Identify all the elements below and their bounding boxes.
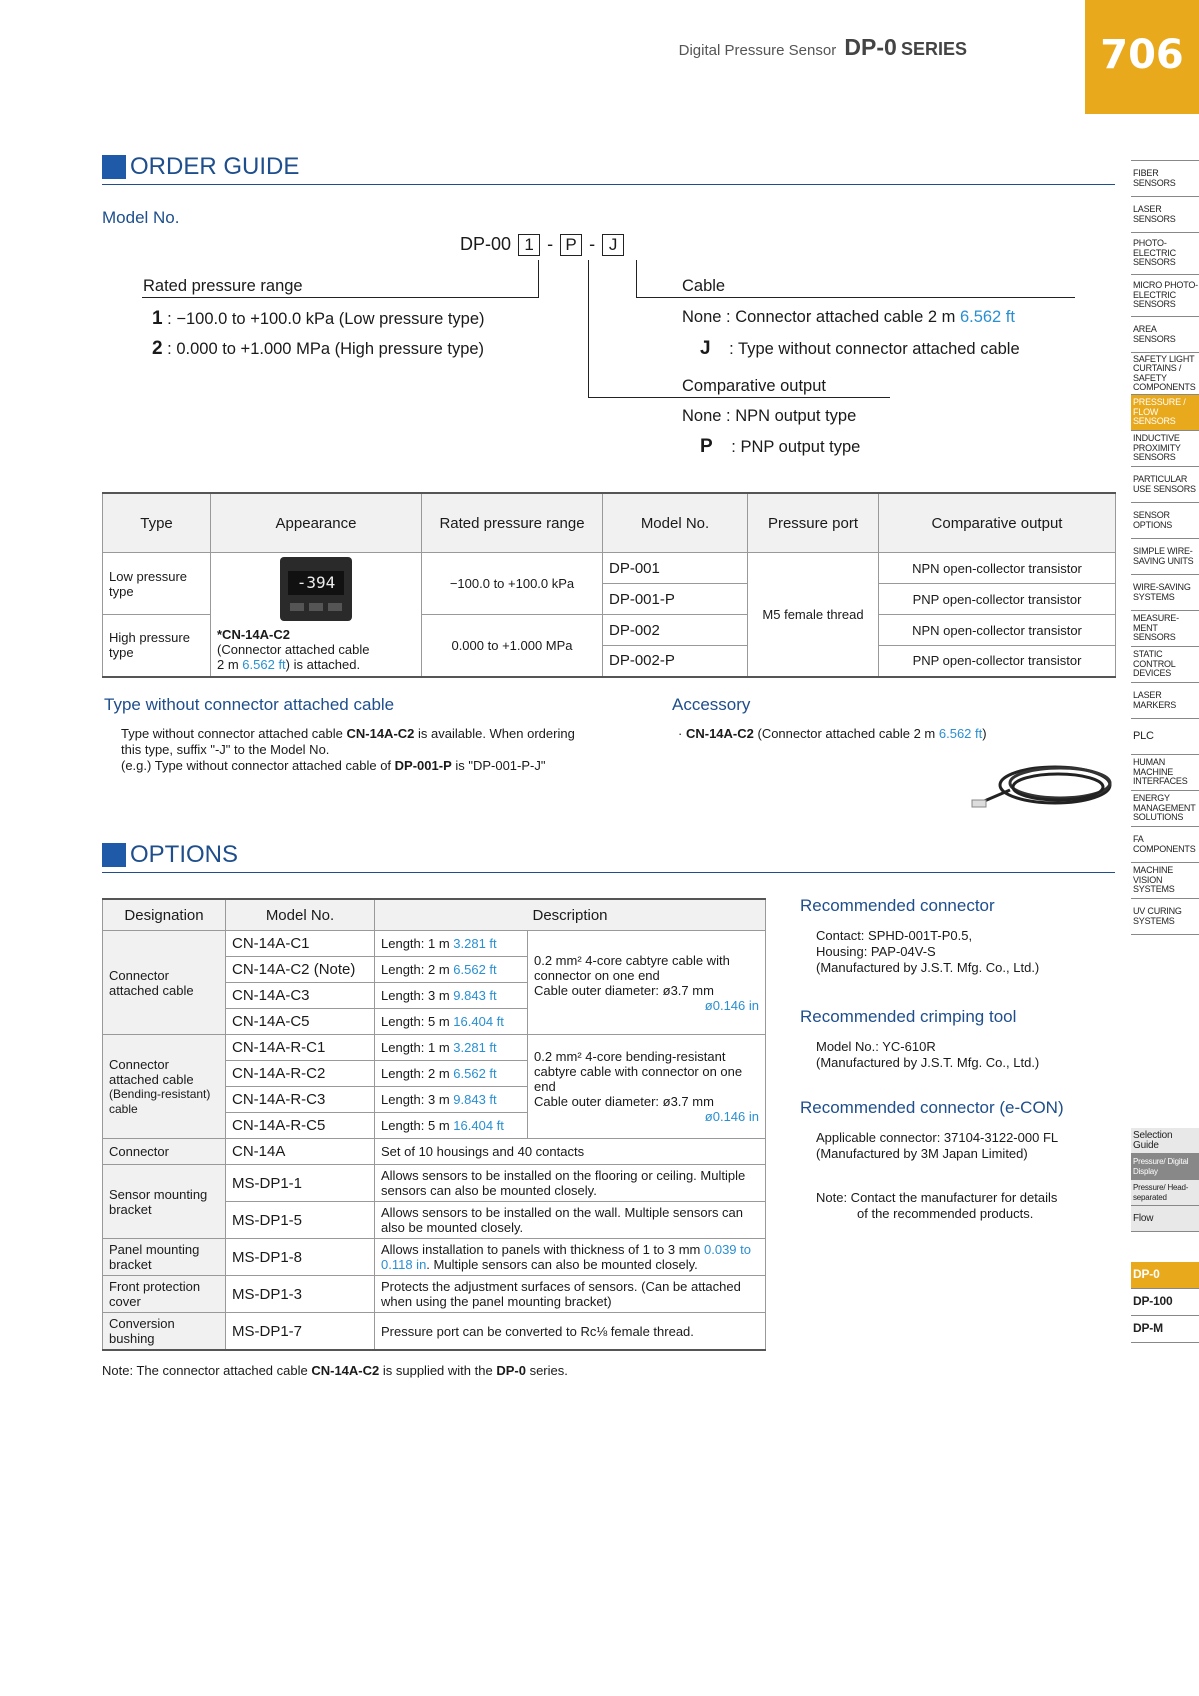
- bullet: ·: [678, 726, 683, 741]
- cable-image: [970, 750, 1120, 820]
- cell-appearance: [211, 553, 422, 677]
- accessory-ft: 6.562 ft: [938, 726, 983, 741]
- cell-model: CN-14A-C1: [226, 931, 375, 957]
- r-designation-2-text: Bending-resistant: [113, 1086, 207, 1101]
- nc-line1a: Type without connector attached cable: [121, 726, 347, 741]
- cell-designation: Conversion bushing: [103, 1313, 226, 1351]
- options-footnote: [102, 1363, 568, 1379]
- cell-output: NPN open-collector transistor: [879, 615, 1116, 646]
- note-suffix: (Note): [313, 961, 356, 978]
- cell-output: PNP open-collector transistor: [879, 646, 1116, 677]
- r-designation-1: Connector attached cable: [109, 1056, 194, 1087]
- cell-length: [375, 931, 528, 957]
- rec-tool-l1: Model No.: YC-610R: [816, 1039, 936, 1054]
- cell-r-desc: [528, 1035, 766, 1139]
- side-nav-item[interactable]: SENSOR OPTIONS: [1131, 503, 1199, 539]
- options-title: OPTIONS: [102, 841, 238, 869]
- cable-j-code: J: [700, 338, 711, 359]
- cell-model: DP-001-P: [603, 584, 748, 615]
- cell-model: CN-14A-R-C5: [226, 1113, 375, 1139]
- side-nav: [1131, 160, 1199, 935]
- nc-line3b: DP-001-P: [394, 758, 452, 773]
- accessory-close: ): [982, 726, 987, 741]
- model-code: [460, 234, 626, 256]
- model-box-1: 1: [518, 234, 540, 256]
- dash: -: [589, 234, 596, 254]
- rec-connector-text: [816, 928, 1039, 976]
- dash: -: [547, 234, 554, 254]
- fn-a: Note: The connector attached cable: [102, 1363, 312, 1378]
- accessory-text: (Connector attached cable 2 m: [753, 726, 939, 741]
- rated-1: [152, 308, 485, 330]
- cell-high-type: High pressure type: [103, 615, 211, 677]
- cell-designation: Connector: [103, 1139, 226, 1165]
- fn-d: DP-0: [496, 1363, 526, 1378]
- length: Length: 2 m: [381, 962, 450, 977]
- appearance-note-ft: 6.562 ft: [242, 657, 286, 672]
- r-designation-3: cable: [109, 1101, 138, 1116]
- cell-output: PNP open-collector transistor: [879, 584, 1116, 615]
- no-connector-text: [121, 726, 641, 774]
- comparative-heading: Comparative output: [682, 377, 826, 395]
- cell-model: DP-001: [603, 553, 748, 584]
- diagram-line: [636, 297, 1075, 298]
- r-designation-2: (Bending-resistant): [109, 1086, 211, 1101]
- cell-model: MS-DP1-1: [226, 1165, 375, 1202]
- rec-note-l1: Note: Contact the manufacturer for details: [816, 1190, 1058, 1205]
- cell-desc: Protects the adjustment surfaces of sensors. (Can be attached when using the panel mounting bracket): [375, 1276, 766, 1313]
- rec-note-l2: of the recommended products.: [857, 1206, 1034, 1221]
- length-ft: 9.843 ft: [453, 988, 497, 1003]
- rated-2-text: : 0.000 to +1.000 MPa (High pressure type): [167, 340, 485, 358]
- side-sub-item[interactable]: Pressure/ Head-separated: [1131, 1180, 1199, 1206]
- diagram-line: [538, 260, 539, 298]
- side-nav-item[interactable]: WIRE-SAVING SYSTEMS: [1131, 575, 1199, 611]
- side-nav-item[interactable]: HUMAN MACHINE INTERFACES: [1131, 755, 1199, 791]
- cell-designation: Front protection cover: [103, 1276, 226, 1313]
- sensor-buttons: [290, 603, 342, 611]
- side-nav-item[interactable]: PLC: [1131, 719, 1199, 755]
- comparative-none: None : NPN output type: [682, 407, 857, 425]
- appearance-note-4: ) is attached.: [285, 657, 361, 672]
- length: Length: 5 m: [381, 1118, 450, 1133]
- nc-line3c: is "DP-001-P-J": [451, 758, 546, 773]
- fn-e: series.: [525, 1363, 568, 1378]
- diagram-line: [636, 260, 637, 298]
- side-nav-item[interactable]: MACHINE VISION SYSTEMS: [1131, 863, 1199, 899]
- model-box-3: J: [602, 234, 624, 256]
- length: Length: 5 m: [381, 1014, 450, 1029]
- th-appearance: Appearance: [211, 493, 422, 553]
- side-nav-item[interactable]: MEASURE-MENT SENSORS: [1131, 611, 1199, 647]
- cable-j: [700, 338, 1020, 360]
- r-desc-1: 0.2 mm² 4-core bending-resistant cabtyre cable with connector on one end: [534, 1049, 743, 1094]
- diagram-line: [142, 297, 539, 298]
- length-ft: 3.281 ft: [453, 936, 497, 951]
- cell-port: M5 female thread: [748, 553, 879, 677]
- cell-length: [375, 1113, 528, 1139]
- cell-low-type: Low pressure type: [103, 553, 211, 615]
- nc-line1c: is available. When ordering: [414, 726, 575, 741]
- cell-model: CN-14A-C3: [226, 983, 375, 1009]
- cell-length: [375, 1035, 528, 1061]
- rated-1-code: 1: [152, 308, 163, 329]
- rec-tool-l2: (Manufactured by J.S.T. Mfg. Co., Ltd.): [816, 1055, 1040, 1070]
- cable-none-ft: 6.562 ft: [959, 308, 1015, 326]
- cable-none: [682, 308, 1015, 327]
- comp-p-code: P: [700, 436, 713, 457]
- side-sub-nav: [1131, 1128, 1199, 1232]
- length-ft: 16.404 ft: [453, 1118, 504, 1133]
- length: Length: 1 m: [381, 936, 450, 951]
- rec-connector-heading: Recommended connector: [800, 896, 995, 915]
- th-port: Pressure port: [748, 493, 879, 553]
- fn-b: CN-14A-C2: [311, 1363, 380, 1378]
- rec-conn-l1: Contact: SPHD-001T-P0.5,: [816, 928, 973, 943]
- side-nav-item[interactable]: UV CURING SYSTEMS: [1131, 899, 1199, 935]
- cell-desc: Allows sensors to be installed on the wall. Multiple sensors can also be mounted closely.: [375, 1202, 766, 1239]
- side-nav-item[interactable]: LASER MARKERS: [1131, 683, 1199, 719]
- ms8-desc-a: Allows installation to panels with thickness of 1 to 3 mm: [381, 1242, 701, 1257]
- side-nav-item[interactable]: ENERGY MANAGEMENT SOLUTIONS: [1131, 791, 1199, 827]
- fn-c: is supplied with the: [379, 1363, 497, 1378]
- options-table: [102, 898, 766, 1351]
- model-prefix: DP-00: [460, 234, 512, 254]
- appearance-note-1: *CN-14A-C2: [217, 627, 290, 642]
- r-desc-2: Cable outer diameter: ø3.7 mm: [534, 1094, 714, 1109]
- rated-1-text: : −100.0 to +100.0 kPa (Low pressure type): [167, 310, 485, 328]
- accessory-model: CN-14A-C2: [685, 726, 754, 741]
- length-ft: 16.404 ft: [453, 1014, 504, 1029]
- cable-heading: Cable: [682, 277, 726, 295]
- cell-model: CN-14A-C5: [226, 1009, 375, 1035]
- cell-model: CN-14A: [226, 1139, 375, 1165]
- side-nav-item[interactable]: LASER SENSORS: [1131, 197, 1199, 233]
- cell-model: MS-DP1-5: [226, 1202, 375, 1239]
- model: CN-14A-C2: [232, 961, 310, 978]
- th-output: Comparative output: [879, 493, 1116, 553]
- th-range: Rated pressure range: [422, 493, 603, 553]
- cell-length: [375, 1009, 528, 1035]
- cell-c-desc: [528, 931, 766, 1035]
- side-nav-item[interactable]: AREA SENSORS: [1131, 317, 1199, 353]
- cell-length: [375, 983, 528, 1009]
- length-ft: 6.562 ft: [453, 962, 497, 977]
- side-series-item-active[interactable]: DP-0: [1131, 1262, 1199, 1289]
- rec-conn-l3: (Manufactured by J.S.T. Mfg. Co., Ltd.): [816, 960, 1040, 975]
- side-series-item[interactable]: DP-M: [1131, 1316, 1199, 1343]
- cable-none-text: None : Connector attached cable 2 m: [682, 308, 956, 326]
- cell-model: CN-14A-R-C3: [226, 1087, 375, 1113]
- rated-heading: Rated pressure range: [143, 277, 303, 295]
- ms8-desc-in: 0.039 to 0.118 in: [381, 1242, 751, 1272]
- side-nav-item[interactable]: PHOTO-ELECTRIC SENSORS: [1131, 233, 1199, 275]
- length-ft: 9.843 ft: [453, 1092, 497, 1107]
- length-ft: 6.562 ft: [453, 1066, 497, 1081]
- cell-designation: [103, 1035, 226, 1139]
- cell-high-range: 0.000 to +1.000 MPa: [422, 615, 603, 677]
- sensor-image: [280, 557, 352, 621]
- side-sub-item[interactable]: Selection Guide: [1131, 1128, 1199, 1154]
- length: Length: 3 m: [381, 988, 450, 1003]
- length: Length: 2 m: [381, 1066, 450, 1081]
- rec-note: [816, 1190, 1057, 1222]
- side-nav-item[interactable]: MICRO PHOTO-ELECTRIC SENSORS: [1131, 275, 1199, 317]
- length-ft: 3.281 ft: [453, 1040, 497, 1055]
- cell-length: [375, 1061, 528, 1087]
- cell-output: NPN open-collector transistor: [879, 553, 1116, 584]
- cell-desc: Pressure port can be converted to Rc⅛ female thread.: [375, 1313, 766, 1351]
- model-no-heading: Model No.: [102, 208, 180, 227]
- rated-2-code: 2: [152, 338, 163, 359]
- side-sub-item-active[interactable]: Pressure/ Digital Display: [1131, 1154, 1199, 1180]
- cell-model: MS-DP1-7: [226, 1313, 375, 1351]
- th-description: Description: [375, 899, 766, 931]
- no-connector-heading: Type without connector attached cable: [104, 695, 395, 714]
- side-series-nav: [1131, 1262, 1199, 1343]
- rec-econ-l2: (Manufactured by 3M Japan Limited): [816, 1146, 1028, 1161]
- rec-tool-heading: Recommended crimping tool: [800, 1007, 1017, 1026]
- side-series-item[interactable]: DP-100: [1131, 1289, 1199, 1316]
- cable-j-text: : Type without connector attached cable: [729, 340, 1020, 358]
- th-model: Model No.: [603, 493, 748, 553]
- cell-model: CN-14A-R-C1: [226, 1035, 375, 1061]
- section-square-icon: [102, 843, 126, 867]
- cell-model: DP-002-P: [603, 646, 748, 677]
- divider: [102, 184, 1115, 185]
- side-sub-item[interactable]: Flow: [1131, 1206, 1199, 1232]
- rated-2: [152, 338, 484, 360]
- rec-econ-l1: Applicable connector: 37104-3122-000 FL: [816, 1130, 1059, 1145]
- cell-model: [226, 957, 375, 983]
- side-nav-item[interactable]: SAFETY LIGHT CURTAINS / SAFETY COMPONENTS: [1131, 353, 1199, 395]
- appearance-note-2: (Connector attached cable: [217, 642, 370, 657]
- nc-line1b: CN-14A-C2: [346, 726, 415, 741]
- cell-designation: Panel mounting bracket: [103, 1239, 226, 1276]
- rec-econ-text: [816, 1130, 1058, 1162]
- nc-line3a: (e.g.) Type without connector attached cable of: [121, 758, 395, 773]
- type-table: [102, 492, 1116, 678]
- rec-tool-text: [816, 1039, 1039, 1071]
- side-nav-item[interactable]: FIBER SENSORS: [1131, 161, 1199, 197]
- accessory-item: [678, 726, 987, 742]
- comparative-p: [700, 436, 860, 458]
- side-nav-item-active[interactable]: PRESSURE / FLOW SENSORS: [1131, 395, 1199, 431]
- side-nav-item[interactable]: FA COMPONENTS: [1131, 827, 1199, 863]
- page-header: [679, 34, 967, 61]
- appearance-note-3: 2 m: [217, 657, 239, 672]
- side-nav-item[interactable]: STATIC CONTROL DEVICES: [1131, 647, 1199, 683]
- header-series-name: DP-0: [844, 34, 897, 60]
- th-type: Type: [103, 493, 211, 553]
- section-square-icon: [102, 155, 126, 179]
- th-designation: Designation: [103, 899, 226, 931]
- th-model: Model No.: [226, 899, 375, 931]
- cell-desc: Set of 10 housings and 40 contacts: [375, 1139, 766, 1165]
- cell-low-range: −100.0 to +100.0 kPa: [422, 553, 603, 615]
- length: Length: 3 m: [381, 1092, 450, 1107]
- cell-length: [375, 1087, 528, 1113]
- diagram-line: [588, 397, 890, 398]
- cell-length: [375, 957, 528, 983]
- header-series-word: SERIES: [900, 39, 967, 59]
- divider: [102, 872, 1115, 873]
- cell-model: DP-002: [603, 615, 748, 646]
- diagram-line: [588, 260, 589, 398]
- accessory-heading: Accessory: [672, 695, 751, 714]
- comp-p-text: : PNP output type: [731, 438, 861, 456]
- c-desc-in: ø0.146 in: [704, 997, 759, 1013]
- sensor-display: -394: [288, 571, 344, 595]
- r-desc-in: ø0.146 in: [704, 1109, 759, 1124]
- nc-line2: this type, suffix "-J" to the Model No.: [121, 742, 330, 757]
- page-number: 706: [1085, 0, 1199, 114]
- cell-designation: Connector attached cable: [103, 931, 226, 1035]
- rec-econ-heading: Recommended connector (e-CON): [800, 1098, 1064, 1117]
- side-nav-item[interactable]: PARTICULAR USE SENSORS: [1131, 467, 1199, 503]
- order-guide-title: ORDER GUIDE: [102, 153, 299, 181]
- cell-model: MS-DP1-3: [226, 1276, 375, 1313]
- model-box-2: P: [560, 234, 582, 256]
- header-subtitle: Digital Pressure Sensor: [678, 42, 837, 59]
- length: Length: 1 m: [381, 1040, 450, 1055]
- appearance-note: [217, 627, 415, 672]
- cell-desc: Allows sensors to be installed on the flooring or ceiling. Multiple sensors can also be mounted closely.: [375, 1165, 766, 1202]
- side-nav-item[interactable]: SIMPLE WIRE-SAVING UNITS: [1131, 539, 1199, 575]
- cell-model: MS-DP1-8: [226, 1239, 375, 1276]
- c-desc-2: Cable outer diameter: ø3.7 mm: [534, 982, 714, 998]
- side-nav-item[interactable]: INDUCTIVE PROXIMITY SENSORS: [1131, 431, 1199, 467]
- c-desc-1: 0.2 mm² 4-core cabtyre cable with connector on one end: [534, 952, 730, 983]
- ms8-desc-b: . Multiple sensors can also be mounted closely.: [426, 1257, 698, 1272]
- rec-conn-l2: Housing: PAP-04V-S: [816, 944, 936, 959]
- cell-designation: Sensor mounting bracket: [103, 1165, 226, 1239]
- cell-desc: [375, 1239, 766, 1276]
- cell-model: CN-14A-R-C2: [226, 1061, 375, 1087]
